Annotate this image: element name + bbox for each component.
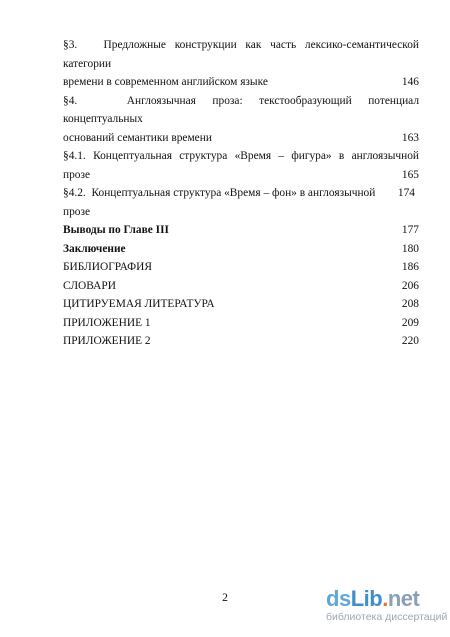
table-of-contents: [63, 36, 419, 351]
toc-entry-title-line: прозе: [63, 168, 91, 181]
page-number: 2: [222, 592, 228, 604]
toc-entry-page: 208: [401, 298, 419, 310]
toc-entry-page: 174: [397, 187, 415, 199]
toc-entry-chapter-3-conclusions[interactable]: [63, 221, 419, 240]
toc-entry-page: 186: [401, 261, 419, 273]
toc-entry-section-4-2[interactable]: [63, 184, 419, 221]
toc-entry-page: 163: [401, 131, 419, 144]
toc-entry-cited-literature[interactable]: [63, 295, 419, 314]
toc-entry-title-line: §4. Англоязычная проза: текстообразующий потенциал концептуальных: [63, 94, 419, 125]
dslib-watermark: [326, 586, 448, 624]
toc-entry-title-line: оснований семантики времени: [63, 131, 212, 144]
toc-entry-appendix-1[interactable]: [63, 314, 419, 333]
toc-entry-title-line: ПРИЛОЖЕНИЕ 1: [63, 316, 151, 329]
toc-entry-page: 146: [401, 76, 419, 88]
toc-entry-page: 177: [401, 224, 419, 236]
toc-entry-title-line: времени в современном английском языке: [63, 76, 268, 88]
toc-entry-bibliography[interactable]: [63, 258, 419, 277]
logo-part-ds: ds: [326, 586, 351, 611]
watermark-caption: библиотека диссертаций: [326, 611, 448, 623]
toc-entry-title-line: БИБЛИОГРАФИЯ: [63, 261, 152, 273]
toc-entry-page: 165: [401, 168, 419, 181]
toc-entry-title-line: §3. Предложные конструкции как часть лексико-семантической категории: [63, 39, 419, 70]
logo-part-lib: Lib: [350, 586, 383, 611]
logo-part-net: net: [387, 586, 420, 611]
toc-entry-dictionaries[interactable]: [63, 277, 419, 296]
toc-entry-section-3[interactable]: [63, 36, 419, 92]
toc-entry-page: 220: [401, 335, 419, 347]
toc-entry-title-line: Выводы по Главе III: [63, 224, 169, 236]
logo-part-dot: .: [382, 586, 388, 611]
toc-entry-conclusion[interactable]: [63, 240, 419, 259]
toc-entry-page: 209: [401, 316, 419, 329]
toc-entry-title-line: Заключение: [63, 242, 126, 255]
toc-entry-title-line: СЛОВАРИ: [63, 279, 116, 292]
toc-entry-title-line: §4.2. Концептуальная структура «Время – фон» в англоязычной прозе: [63, 187, 376, 218]
toc-entry-page: 180: [401, 242, 419, 255]
toc-entry-title-line: ПРИЛОЖЕНИЕ 2: [63, 335, 151, 347]
toc-entry-title-line: ЦИТИРУЕМАЯ ЛИТЕРАТУРА: [63, 298, 215, 310]
toc-entry-appendix-2[interactable]: [63, 332, 419, 351]
toc-entry-section-4-1[interactable]: [63, 147, 419, 184]
toc-entry-title-line: §4.1. Концептуальная структура «Время – фигура» в англоязычной: [63, 150, 419, 162]
toc-entry-page: 206: [401, 279, 419, 292]
toc-entry-section-4[interactable]: [63, 92, 419, 148]
dslib-logo: [326, 588, 436, 610]
